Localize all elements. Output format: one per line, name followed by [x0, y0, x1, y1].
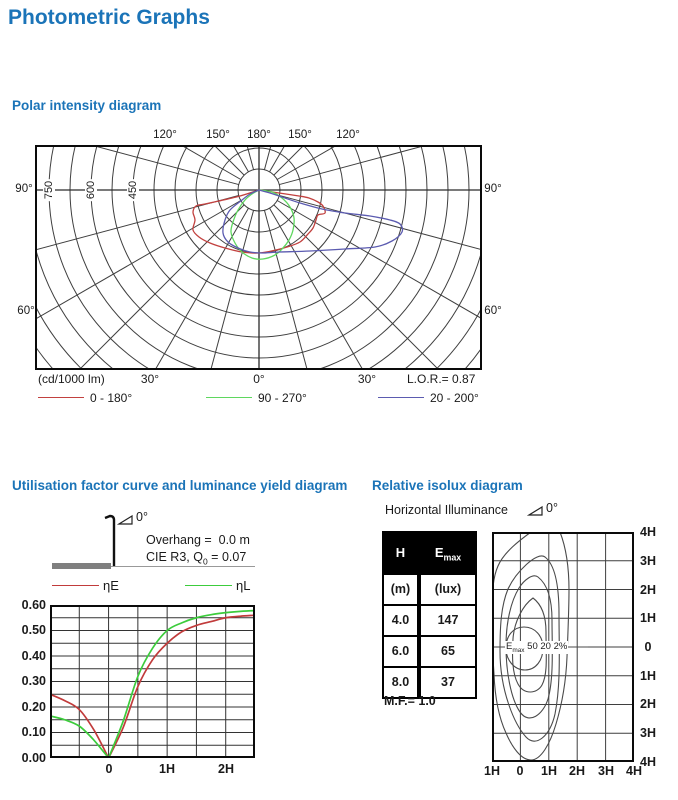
- utilisation-section-heading: Utilisation factor curve and luminance yield diagram: [12, 478, 348, 493]
- utilisation-factor-chart: [50, 605, 255, 758]
- y-axis-label: 0.50: [21, 623, 46, 637]
- isolux-y-label: 2H: [640, 583, 656, 597]
- polar-section-heading: Polar intensity diagram: [12, 98, 162, 113]
- isolux-x-label: 4H: [626, 764, 642, 778]
- y-axis-label: 0.10: [21, 725, 46, 739]
- legend-label-0-180: 0 - 180°: [90, 391, 133, 405]
- isolux-y-label: 4H: [640, 755, 656, 769]
- table-unit-lux: (lux): [421, 573, 475, 604]
- x-axis-label: 0: [105, 762, 113, 776]
- table-column-emax: [419, 531, 477, 699]
- polar-angle-label: 60°: [484, 305, 502, 317]
- polar-angle-label: 0°: [253, 372, 265, 386]
- table-cell: 37: [421, 666, 475, 697]
- table-cell: 8.0: [384, 666, 417, 697]
- isolux-y-label: 0: [644, 640, 652, 654]
- table-cell: 65: [421, 635, 475, 666]
- contour-label-sub: max: [512, 646, 525, 654]
- isolux-x-label: 1H: [541, 764, 557, 778]
- isolux-y-label: 3H: [640, 554, 656, 568]
- legend-line-20-200: [378, 397, 424, 398]
- table-cell: 6.0: [384, 635, 417, 666]
- isolux-x-label: 2H: [569, 764, 585, 778]
- polar-intensity-chart: [35, 145, 482, 370]
- road-bar: [52, 563, 111, 569]
- tilt-angle-icon: [117, 513, 134, 526]
- polar-ring-label: 750: [43, 180, 55, 200]
- cie-prefix: CIE R3, Q: [146, 550, 203, 564]
- legend-line-etaL: [185, 585, 232, 586]
- isolux-tilt-angle: 0°: [546, 501, 558, 515]
- isolux-section-heading: Relative isolux diagram: [372, 478, 523, 493]
- overhang-annotation: Overhang = 0.0 m: [146, 533, 250, 547]
- cie-subscript: 0: [202, 556, 208, 567]
- lor-value: L.O.R.= 0.87: [407, 372, 476, 386]
- isolux-x-label: 1H: [484, 764, 500, 778]
- polar-angle-label: 30°: [140, 372, 160, 386]
- isolux-y-label: 4H: [640, 525, 656, 539]
- isolux-y-label: 1H: [640, 669, 656, 683]
- polar-angle-label: 180°: [247, 129, 271, 141]
- pole-tilt-angle: 0°: [136, 510, 148, 524]
- legend-label-20-200: 20 - 200°: [430, 391, 479, 405]
- table-unit-m: (m): [384, 573, 417, 604]
- y-axis-label: 0.40: [21, 649, 46, 663]
- emax-subscript: max: [443, 552, 462, 563]
- polar-angle-label: 30°: [357, 372, 377, 386]
- cie-suffix: = 0.07: [207, 550, 247, 564]
- isolux-x-label: 3H: [598, 764, 614, 778]
- table-header-emax: [421, 533, 475, 573]
- x-axis-label: 2H: [218, 762, 234, 776]
- legend-line-0-180: [38, 397, 84, 398]
- table-header-h: H: [384, 533, 417, 573]
- legend-line-90-270: [206, 397, 252, 398]
- x-axis-label: 1H: [159, 762, 175, 776]
- polar-angle-label: 120°: [336, 129, 360, 141]
- table-cell: 147: [421, 604, 475, 635]
- legend-label-etaE: ηE: [103, 578, 119, 593]
- tilt-angle-icon: [527, 504, 544, 517]
- isolux-y-label: 3H: [640, 726, 656, 740]
- pole-icon: [102, 512, 118, 568]
- polar-angle-label: 150°: [206, 129, 230, 141]
- polar-angle-label: 90°: [484, 183, 502, 195]
- isolux-y-label: 2H: [640, 697, 656, 711]
- y-axis-label: 0.30: [21, 674, 46, 688]
- y-axis-label: 0.00: [21, 751, 46, 765]
- polar-unit-label: (cd/1000 lm): [38, 372, 105, 386]
- contour-levels-label: [505, 641, 568, 654]
- isolux-y-label: 1H: [640, 611, 656, 625]
- contour-label-values: 50 20 2%: [524, 641, 568, 652]
- polar-angle-label: 120°: [153, 129, 177, 141]
- y-axis-label: 0.20: [21, 700, 46, 714]
- cie-annotation: [146, 550, 246, 567]
- contour-label-main: E: [506, 641, 513, 652]
- table-cell: 4.0: [384, 604, 417, 635]
- polar-angle-label: 90°: [15, 183, 33, 195]
- page-title: Photometric Graphs: [8, 6, 210, 29]
- isolux-x-label: 0: [516, 764, 524, 778]
- legend-label-etaL: ηL: [236, 578, 251, 593]
- polar-ring-label: 600: [85, 180, 97, 200]
- legend-line-etaE: [52, 585, 99, 586]
- maintenance-factor: M.F.= 1.0: [384, 694, 436, 708]
- emax-main: E: [434, 545, 444, 560]
- table-column-h: [382, 531, 419, 699]
- y-axis-label: 0.60: [21, 598, 46, 612]
- polar-angle-label: 150°: [288, 129, 312, 141]
- legend-label-90-270: 90 - 270°: [258, 391, 307, 405]
- polar-angle-label: 60°: [17, 305, 35, 317]
- polar-ring-label: 450: [127, 180, 139, 200]
- isolux-subtitle: Horizontal Illuminance: [385, 503, 508, 517]
